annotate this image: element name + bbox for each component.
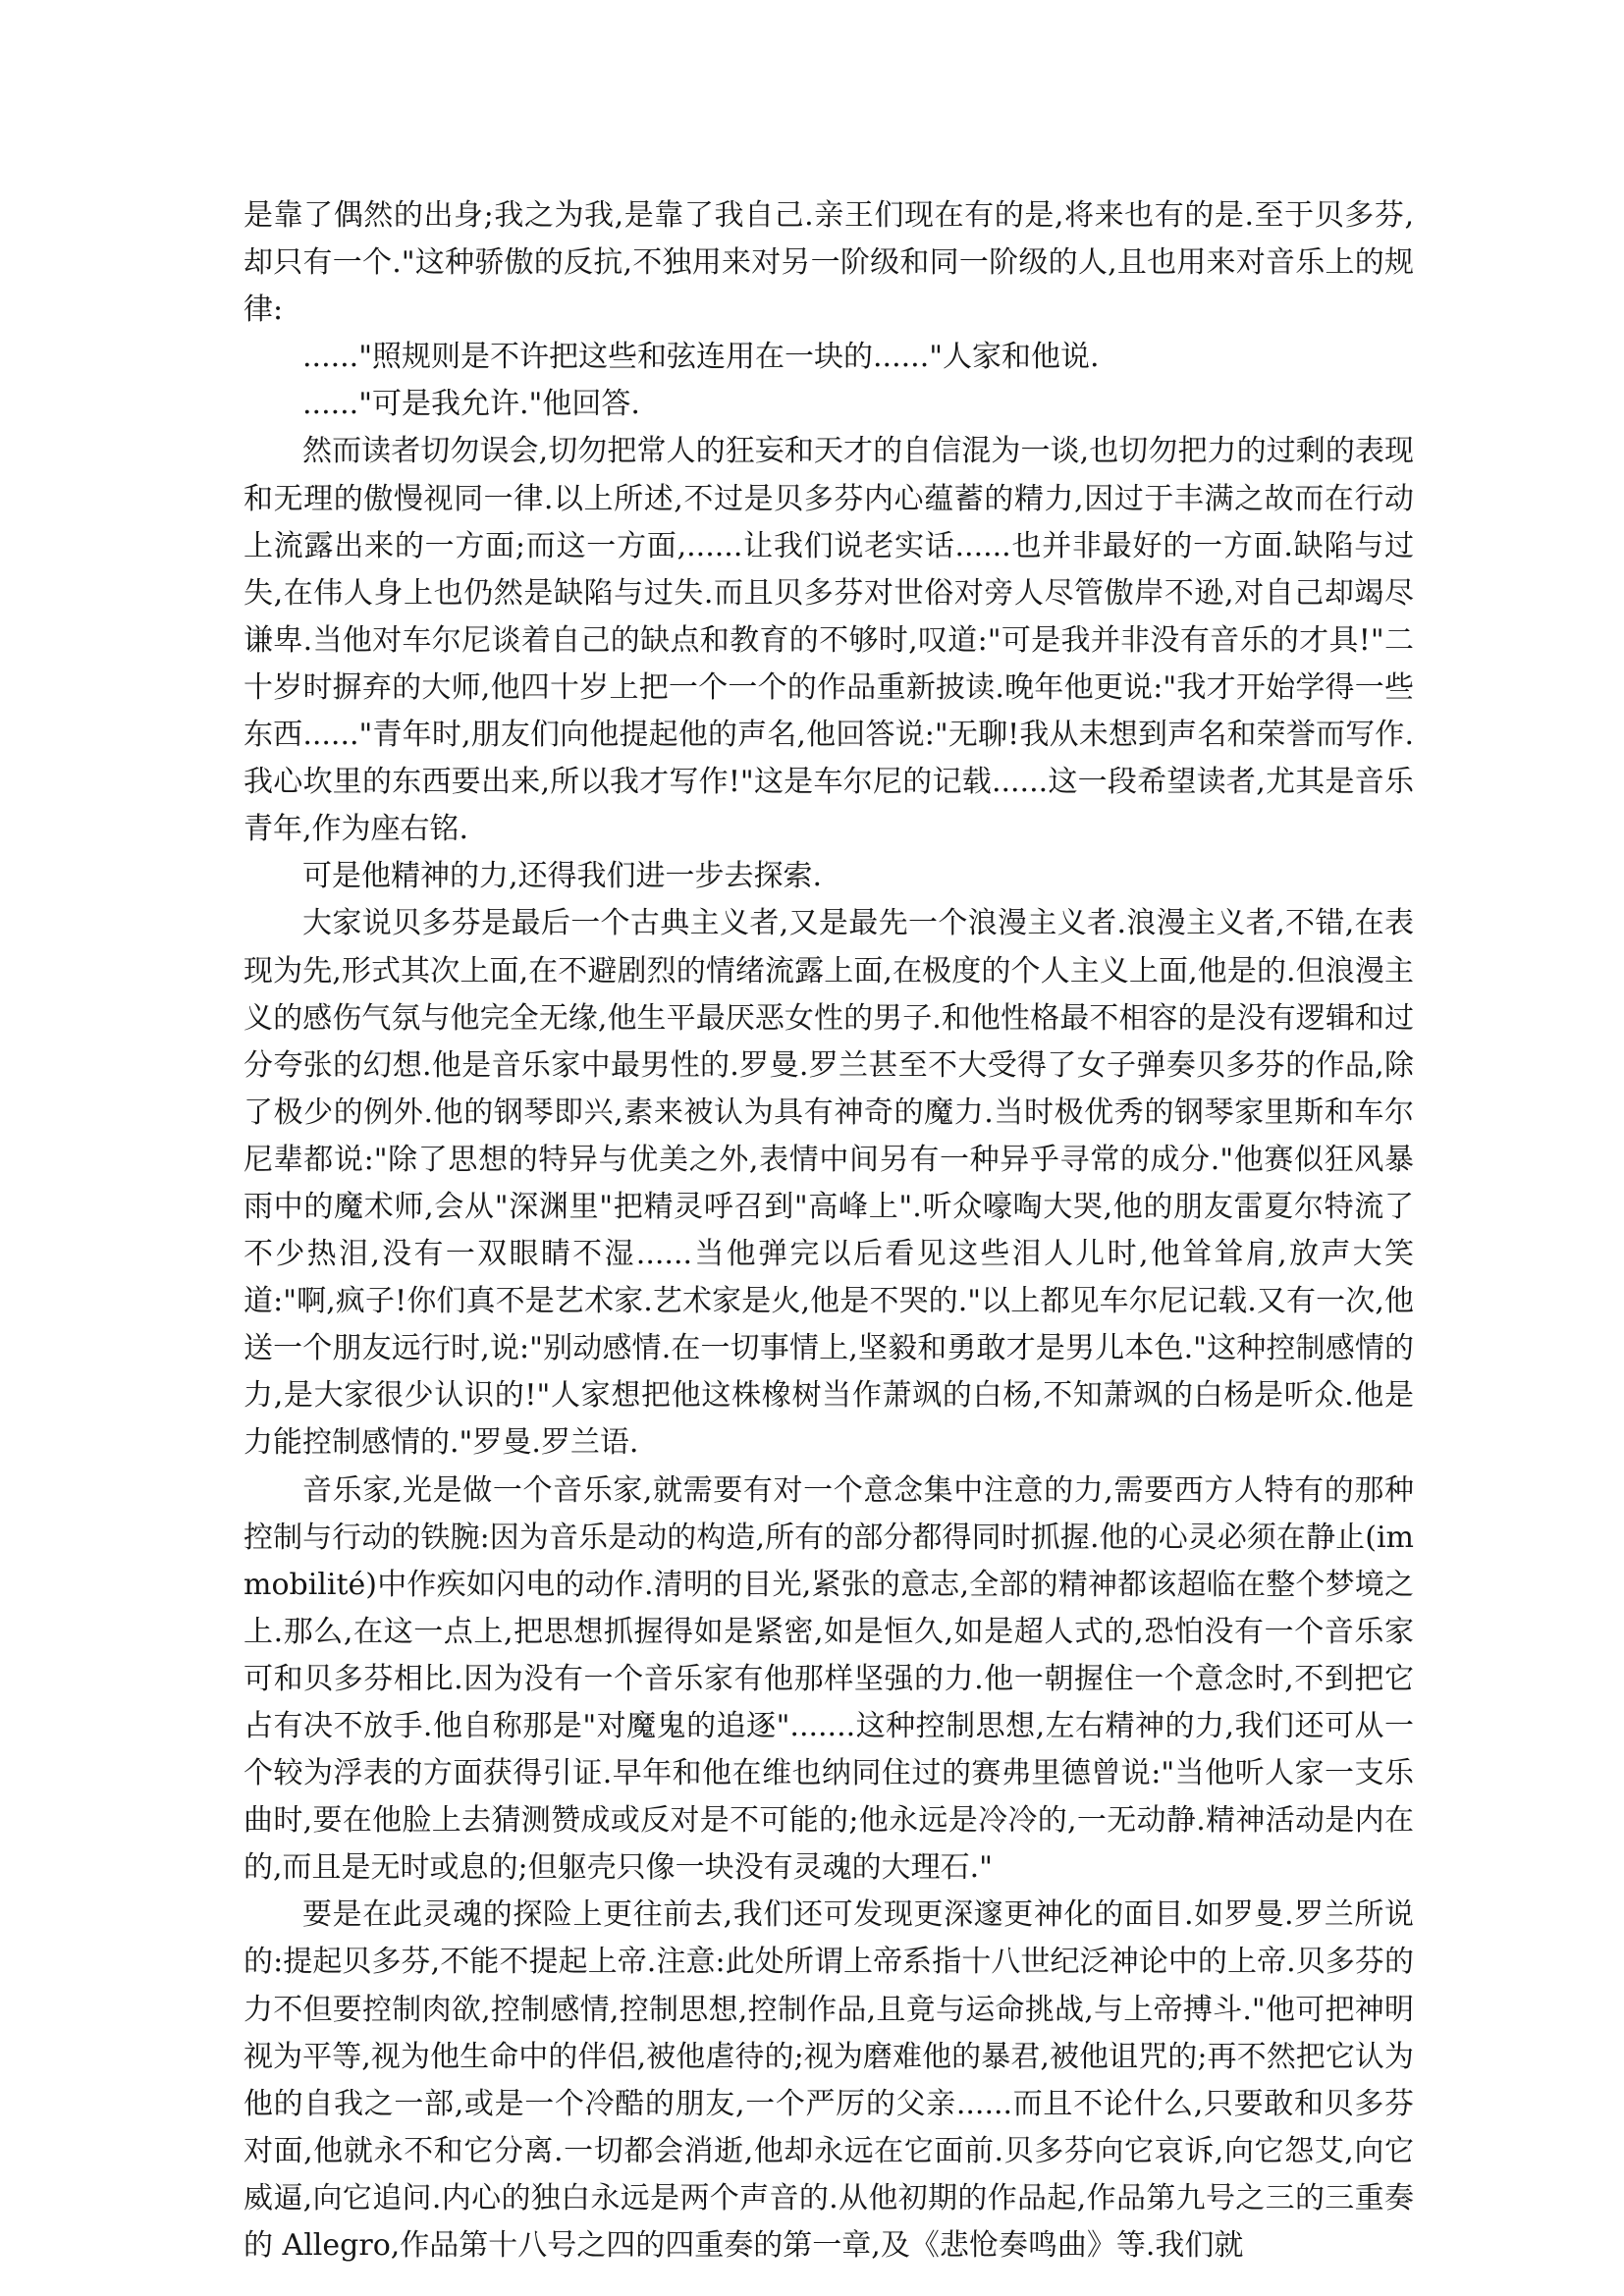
paragraph-1: 是靠了偶然的出身;我之为我,是靠了我自己.亲王们现在有的是,将来也有的是.至于贝多芬,却只有一个."这种骄傲的反抗,不独用来对另一阶级和同一阶级的人,且也用来对音乐上的规律: bbox=[244, 198, 1414, 328]
paragraph-2: ......"照规则是不许把这些和弦连用在一块的......"人家和他说. bbox=[302, 340, 1100, 375]
document-page bbox=[244, 192, 1414, 2269]
paragraph-7: 音乐家,光是做一个音乐家,就需要有对一个意念集中注意的力,需要西方人特有的那种控制与行动的铁腕:因为音乐是动的构造,所有的部分都得同时抓握.他的心灵必须在静止(immobilité)中作疾如闪电的动作.清明的目光,紧张的意志,全部的精神都该超临在整个梦境之上.那么,在这一点上,把思想抓握得如是紧密,如是恒久,如是超人式的,恐怕没有一个音乐家可和贝多芬相比.因为没有一个音乐家有他那样坚强的力.他一朝握住一个意念时,不到把它占有决不放手.他自称那是"对魔鬼的追逐".......这种控制思想,左右精神的力,我们还可从一个较为浮表的方面获得引证.早年和他在维也纳同住过的赛弗里德曾说:"当他听人家一支乐曲时,要在他脸上去猜测赞成或反对是不可能的;他永远是冷冷的,一无动静.精神活动是内在的,而且是无时或息的;但躯壳只像一块没有灵魂的大理石." bbox=[244, 1472, 1414, 1886]
paragraph-6: 大家说贝多芬是最后一个古典主义者,又是最先一个浪漫主义者.浪漫主义者,不错,在表现为先,形式其次上面,在不避剧烈的情绪流露上面,在极度的个人主义上面,他是的.但浪漫主义的感伤气氛与他完全无缘,他生平最厌恶女性的男子.和他性格最不相容的是没有逻辑和过分夸张的幻想.他是音乐家中最男性的.罗曼.罗兰甚至不大受得了女子弹奏贝多芬的作品,除了极少的例外.他的钢琴即兴,素来被认为具有神奇的魔力.当时极优秀的钢琴家里斯和车尔尼辈都说:"除了思想的特异与优美之外,表情中间另有一种异乎寻常的成分."他赛似狂风暴雨中的魔术师,会从"深渊里"把精灵呼召到"高峰上".听众嚎啕大哭,他的朋友雷夏尔特流了不少热泪,没有一双眼睛不湿......当他弹完以后看见这些泪人儿时,他耸耸肩,放声大笑道:"啊,疯子!你们真不是艺术家.艺术家是火,他是不哭的."以上都见车尔尼记载.又有一次,他送一个朋友远行时,说:"别动感情.在一切事情上,坚毅和勇敢才是男儿本色."这种控制感情的力,是大家很少认识的!"人家想把他这株橡树当作萧飒的白杨,不知萧飒的白杨是听众.他是力能控制感情的."罗曼.罗兰语. bbox=[244, 906, 1414, 1461]
paragraph-4: 然而读者切勿误会,切勿把常人的狂妄和天才的自信混为一谈,也切勿把力的过剩的表现和无理的傲慢视同一律.以上所述,不过是贝多芬内心蕴蓄的精力,因过于丰满之故而在行动上流露出来的一方面;而这一方面,......让我们说老实话......也并非最好的一方面.缺陷与过失,在伟人身上也仍然是缺陷与过失.而且贝多芬对世俗对旁人尽管傲岸不逊,对自己却竭尽谦卑.当他对车尔尼谈着自己的缺点和教育的不够时,叹道:"可是我并非没有音乐的才具!"二十岁时摒弃的大师,他四十岁上把一个一个的作品重新披读.晚年他更说:"我才开始学得一些东西......"青年时,朋友们向他提起他的声名,他回答说:"无聊!我从未想到声名和荣誉而写作.我心坎里的东西要出来,所以我才写作!"这是车尔尼的记载......这一段希望读者,尤其是音乐青年,作为座右铭. bbox=[244, 434, 1414, 847]
paragraph-5: 可是他精神的力,还得我们进一步去探索. bbox=[302, 859, 823, 894]
paragraph-3: ......"可是我允许."他回答. bbox=[302, 387, 640, 422]
paragraph-8: 要是在此灵魂的探险上更往前去,我们还可发现更深邃更神化的面目.如罗曼.罗兰所说的:提起贝多芬,不能不提起上帝.注意:此处所谓上帝系指十八世纪泛神论中的上帝.贝多芬的力不但要控制肉欲,控制感情,控制思想,控制作品,且竟与运命挑战,与上帝搏斗."他可把神明视为平等,视为他生命中的伴侣,被他虐待的;视为磨难他的暴君,被他诅咒的;再不然把它认为他的自我之一部,或是一个冷酷的朋友,一个严厉的父亲......而且不论什么,只要敢和贝多芬对面,他就永不和它分离.一切都会消逝,他却永远在它面前.贝多芬向它哀诉,向它怨艾,向它威逼,向它追问.内心的独白永远是两个声音的.从他初期的作品起,作品第九号之三的三重奏的 Allegro,作品第十八号之四的四重奏的第一章,及《悲怆奏鸣曲》等.我们就 bbox=[244, 1897, 1414, 2264]
